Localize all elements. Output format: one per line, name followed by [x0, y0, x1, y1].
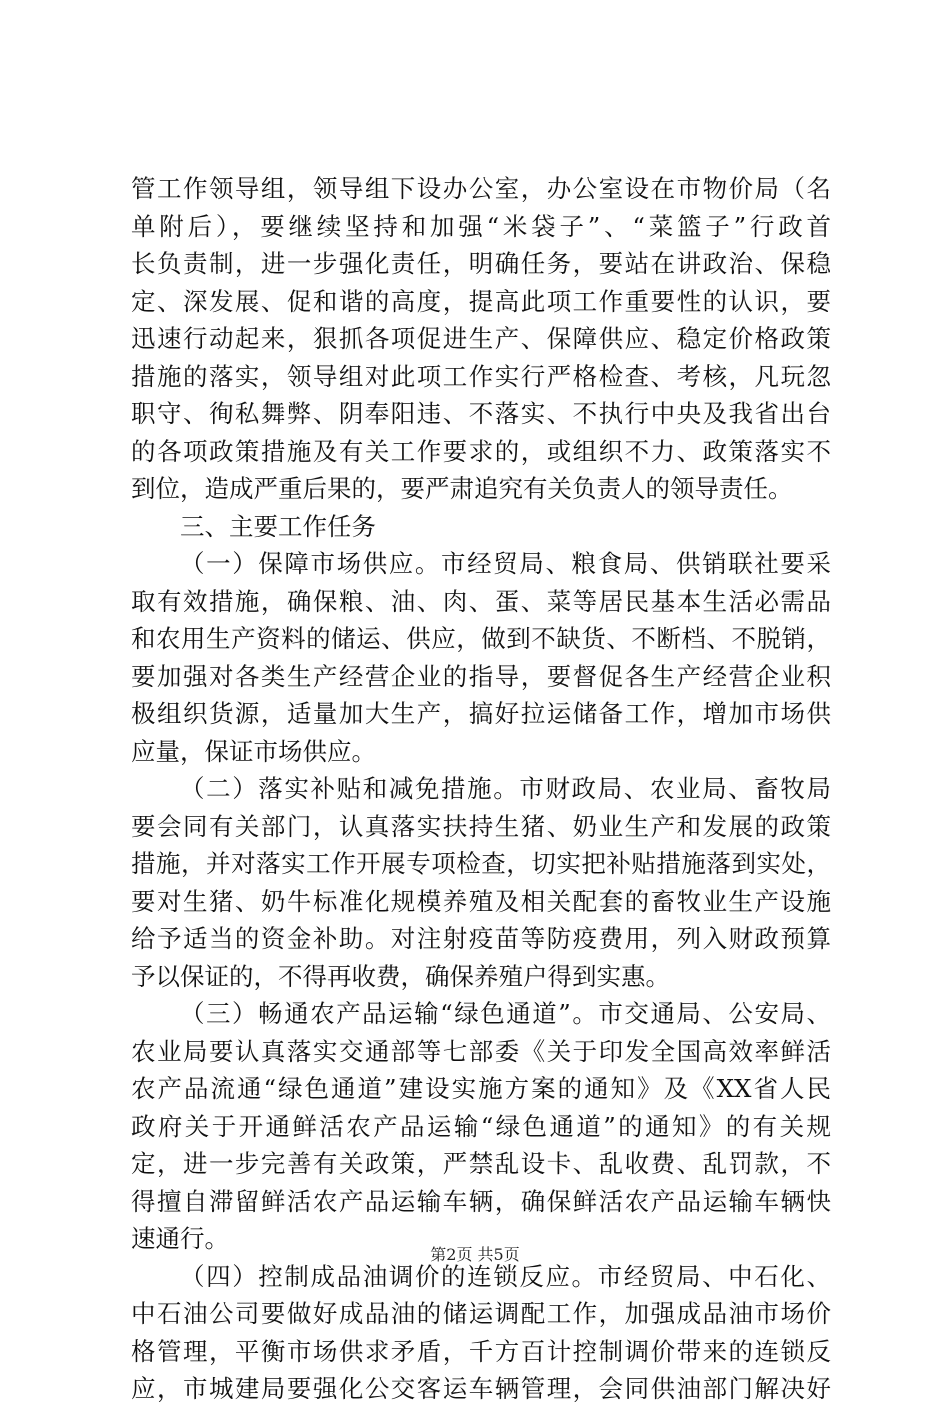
document-body — [131, 170, 831, 1408]
section-heading-text: 三、主要工作任务 — [180, 511, 376, 541]
paragraph-task-3 — [131, 995, 831, 1258]
page-footer — [0, 1244, 950, 1266]
text-line: （一）保障市场供应。市经贸局、粮食局、供销联社要采 — [180, 549, 831, 578]
text-line: 迅速行动起来，狠抓各项促进生产、保障供应、稳定价格政策 — [131, 324, 831, 353]
paragraph-task-4 — [131, 1258, 831, 1408]
text-line: 单附后），要继续坚持和加强“米袋子”、“菜篮子”行政首 — [131, 211, 831, 241]
text-line: 政府关于开通鲜活农产品运输“绿色通道”的通知》的有关规 — [131, 1111, 831, 1141]
paragraph-intro-continued — [131, 170, 831, 508]
text-line: 长负责制，进一步强化责任，明确任务，要站在讲政治、保稳 — [131, 249, 831, 278]
text-line: 定、深发展、促和谐的高度，提高此项工作重要性的认识，要 — [131, 286, 831, 316]
text-line: 措施的落实，领导组对此项工作实行严格检查、考核，凡玩忽 — [131, 361, 831, 391]
text-line: 应量，保证市场供应。 — [131, 736, 376, 766]
text-line: 措施，并对落实工作开展专项检查，切实把补贴措施落到实处， — [131, 849, 831, 878]
section-heading — [131, 508, 831, 546]
text-line: 极组织货源，适量加大生产，搞好拉运储备工作，增加市场供 — [131, 699, 831, 728]
text-line: 中石油公司要做好成品油的储运调配工作，加强成品油市场价 — [131, 1299, 831, 1328]
text-line: （二）落实补贴和减免措施。市财政局、农业局、畜牧局 — [180, 774, 831, 803]
text-line: 速通行。 — [131, 1224, 229, 1253]
paragraph-task-1 — [131, 545, 831, 770]
text-line: 给予适当的资金补助。对注射疫苗等防疫费用，列入财政预算 — [131, 924, 831, 953]
page-number-label: 第2页 共5页 — [430, 1245, 520, 1264]
text-line: 农产品流通“绿色通道”建设实施方案的通知》及《XX省人民 — [131, 1074, 831, 1103]
text-line: 要会同有关部门，认真落实扶持生猪、奶业生产和发展的政策 — [131, 811, 831, 841]
text-line: 到位，造成严重后果的，要严肃追究有关负责人的领导责任。 — [131, 474, 793, 503]
text-line: 职守、徇私舞弊、阴奉阳违、不落实、不执行中央及我省出台 — [131, 399, 831, 428]
text-line: 应，市城建局要强化公交客运车辆管理，会同供油部门解决好 — [131, 1374, 831, 1403]
text-line: 和农用生产资料的储运、供应，做到不缺货、不断档、不脱销， — [131, 624, 831, 653]
text-line: 要加强对各类生产经营企业的指导，要督促各生产经营企业积 — [131, 661, 831, 691]
text-line: 农业局要认真落实交通部等七部委《关于印发全国高效率鲜活 — [131, 1036, 831, 1066]
text-line: （四）控制成品油调价的连锁反应。市经贸局、中石化、 — [180, 1261, 831, 1291]
paragraph-task-2 — [131, 770, 831, 995]
text-line: 予以保证的，不得再收费，确保养殖户得到实惠。 — [131, 961, 670, 991]
text-line: （三）畅通农产品运输“绿色通道”。市交通局、公安局、 — [180, 999, 831, 1028]
text-line: 定，进一步完善有关政策，严禁乱设卡、乱收费、乱罚款，不 — [131, 1149, 831, 1178]
text-line: 管工作领导组，领导组下设办公室，办公室设在市物价局（名 — [131, 174, 831, 203]
text-line: 要对生猪、奶牛标准化规模养殖及相关配套的畜牧业生产设施 — [131, 886, 831, 916]
text-line: 格管理，平衡市场供求矛盾，千方百计控制调价带来的连锁反 — [131, 1336, 831, 1366]
text-line: 的各项政策措施及有关工作要求的，或组织不力、政策落实不 — [131, 436, 831, 466]
text-line: 取有效措施，确保粮、油、肉、蛋、菜等居民基本生活必需品 — [131, 586, 831, 616]
text-line: 得擅自滞留鲜活农产品运输车辆，确保鲜活农产品运输车辆快 — [131, 1186, 831, 1216]
